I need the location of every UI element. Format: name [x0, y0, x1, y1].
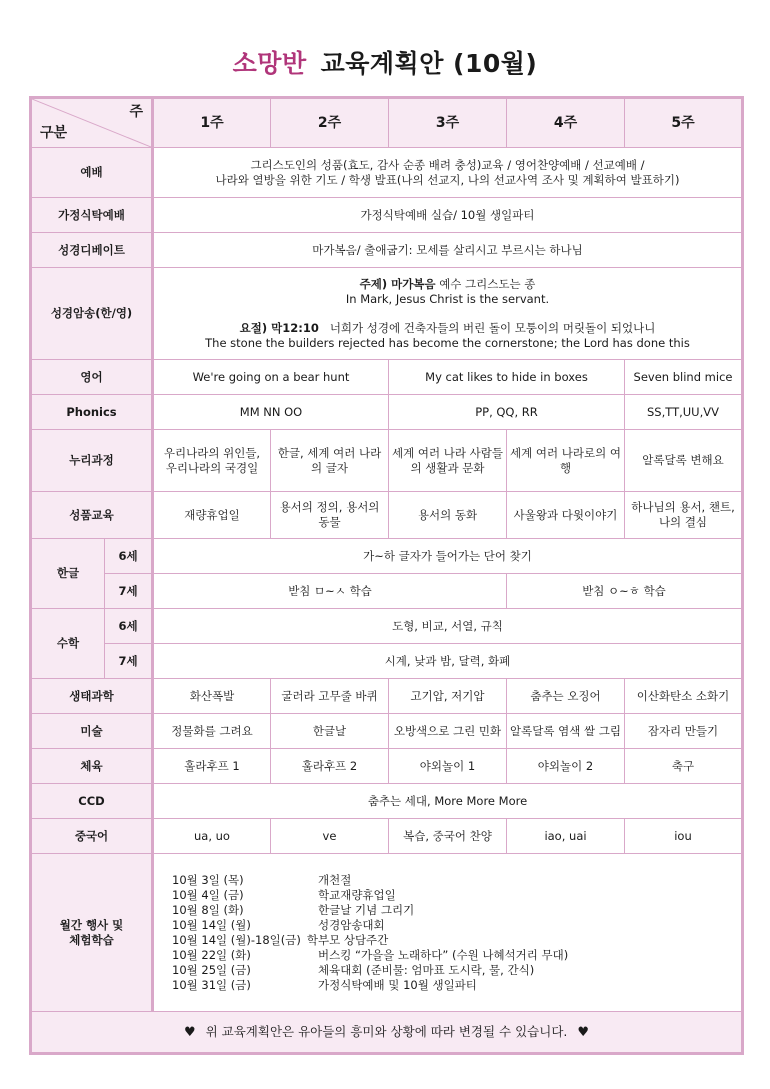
chinese-week-1: ua, uo: [153, 819, 271, 854]
lesson-plan-table: [29, 96, 744, 1055]
notice-text: 위 교육계획안은 유아들의 흥미와 상황에 따라 변경될 수 있습니다.: [205, 1024, 568, 1039]
art-week-5: 잠자리 만들기: [625, 714, 743, 749]
science-week-4: 춤추는 오징어: [507, 679, 625, 714]
event-date: 10월 31일 (금): [172, 977, 251, 992]
row-label-science: 생태과학: [31, 679, 153, 714]
heart-icon: ♥: [577, 1025, 590, 1040]
chinese-week-2: ve: [271, 819, 389, 854]
event-item: [172, 933, 738, 948]
class-name: 소망반: [232, 49, 307, 78]
pe-week-5: 축구: [625, 749, 743, 784]
worship-line-2: 나라와 열방을 위한 기도 / 학생 발표(나의 선교지, 나의 선교사역 조사 및 계획하여 발표하기): [215, 172, 680, 187]
event-name: 학부모 상담주간: [306, 932, 389, 947]
math-age-7: 7세: [105, 644, 153, 679]
row-label-character: 성품교육: [31, 492, 153, 539]
math-age-7-cell: 시계, 낮과 밤, 달력, 화폐: [153, 644, 743, 679]
science-week-1: 화산폭발: [153, 679, 271, 714]
page-title: [0, 44, 770, 80]
week-header-5: 5주: [625, 98, 743, 148]
character-week-5: 하나님의 용서, 챈트, 나의 결심: [625, 492, 743, 539]
header-week-label: 주: [129, 104, 143, 120]
event-item: [172, 978, 738, 993]
row-label-english: 영어: [31, 360, 153, 395]
event-date: 10월 8일 (화): [172, 902, 244, 917]
character-week-4: 사울왕과 다윗이야기: [507, 492, 625, 539]
ccd-cell: 춤추는 세대, More More More: [153, 784, 743, 819]
row-label-nuri: 누리과정: [31, 430, 153, 492]
memory-theme-text: 예수 그리스도는 종: [439, 276, 536, 291]
nuri-week-3: 세계 여러 나라 사람들의 생활과 문화: [389, 430, 507, 492]
week-header-3: 3주: [389, 98, 507, 148]
row-label-ccd: CCD: [31, 784, 153, 819]
english-weeks-3-4: My cat likes to hide in boxes: [389, 360, 625, 395]
event-name: 한글날 기념 그리기: [318, 902, 415, 917]
art-week-2: 한글날: [271, 714, 389, 749]
row-label-pe: 체육: [31, 749, 153, 784]
event-name: 성경암송대회: [318, 917, 385, 932]
math-age-6: 6세: [105, 609, 153, 644]
english-weeks-1-2: We're going on a bear hunt: [153, 360, 389, 395]
event-date: 10월 14일 (월)-18일(금): [172, 932, 301, 947]
event-name: 개천절: [318, 872, 352, 887]
memory-verse-text: 너희가 성경에 건축자들의 버린 돌이 모퉁이의 머릿돌이 되었나니: [329, 320, 656, 335]
header-corner: [31, 98, 153, 148]
event-item: [172, 963, 738, 978]
math-age-6-cell: 도형, 비교, 서열, 규칙: [153, 609, 743, 644]
character-week-2: 용서의 정의, 용서의 동물: [271, 492, 389, 539]
hangul-age-7-weeks-1-3: 받침 ㅁ~ㅅ 학습: [153, 574, 507, 609]
event-date: 10월 22일 (화): [172, 947, 251, 962]
event-item: [172, 903, 738, 918]
row-label-family-worship: 가정식탁예배: [31, 198, 153, 233]
event-name: 버스킹 “가을을 노래하다” (수원 나혜석거리 무대): [318, 947, 569, 962]
memory-cell: [153, 268, 743, 360]
event-item: [172, 888, 738, 903]
chinese-week-4: iao, uai: [507, 819, 625, 854]
memory-theme-en: In Mark, Jesus Christ is the servant.: [345, 291, 550, 306]
phonics-weeks-1-2: MM NN OO: [153, 395, 389, 430]
family-worship-cell: 가정식탁예배 실습/ 10월 생일파티: [153, 198, 743, 233]
events-cell: [153, 854, 743, 1012]
art-week-4: 알록달록 염색 쌀 그림: [507, 714, 625, 749]
row-label-phonics: Phonics: [31, 395, 153, 430]
art-week-3: 오방색으로 그린 민화: [389, 714, 507, 749]
heart-icon: ♥: [183, 1025, 196, 1040]
science-week-5: 이산화탄소 소화기: [625, 679, 743, 714]
bible-debate-cell: 마가복음/ 출애굽기: 모세를 살리시고 부르시는 하나님: [153, 233, 743, 268]
pe-week-2: 훌라후프 2: [271, 749, 389, 784]
science-week-2: 굴러라 고무줄 바퀴: [271, 679, 389, 714]
event-date: 10월 14일 (월): [172, 917, 251, 932]
row-label-art: 미술: [31, 714, 153, 749]
phonics-weeks-3-4: PP, QQ, RR: [389, 395, 625, 430]
notice-footer: [31, 1012, 743, 1054]
row-label-bible-debate: 성경디베이트: [31, 233, 153, 268]
worship-cell: [153, 148, 743, 198]
science-week-3: 고기압, 저기압: [389, 679, 507, 714]
memory-theme-label: 주제) 마가복음: [359, 276, 436, 291]
event-date: 10월 4일 (금): [172, 887, 244, 902]
event-item: [172, 873, 738, 888]
chinese-week-5: iou: [625, 819, 743, 854]
chinese-week-3: 복습, 중국어 찬양: [389, 819, 507, 854]
row-label-chinese: 중국어: [31, 819, 153, 854]
event-name: 가정식탁예배 및 10월 생일파티: [318, 977, 477, 992]
nuri-week-4: 세계 여러 나라로의 여행: [507, 430, 625, 492]
character-week-1: 재량휴업일: [153, 492, 271, 539]
event-item: [172, 918, 738, 933]
event-item: [172, 948, 738, 963]
events-label-line-2: 체험학습: [69, 932, 114, 947]
pe-week-4: 야외놀이 2: [507, 749, 625, 784]
week-header-2: 2주: [271, 98, 389, 148]
hangul-age-6: 6세: [105, 539, 153, 574]
worship-line-1: 그리스도인의 성품(효도, 감사 순종 배려 충성)교육 / 영어찬양예배 / 선교예배 /: [250, 157, 645, 172]
memory-verse-en: The stone the builders rejected has become the cornerstone; the Lord has done this: [205, 335, 690, 350]
title-main: 교육계획안 (10월): [320, 49, 538, 78]
hangul-age-7: 7세: [105, 574, 153, 609]
memory-verse-label: 요절) 막12:10: [239, 320, 319, 335]
row-label-memory: 성경암송(한/영): [31, 268, 153, 360]
row-label-worship: 예배: [31, 148, 153, 198]
row-label-hangul: 한글: [31, 539, 105, 609]
art-week-1: 정물화를 그려요: [153, 714, 271, 749]
row-label-events: [31, 854, 153, 1012]
pe-week-3: 야외놀이 1: [389, 749, 507, 784]
event-name: 학교재량휴업일: [318, 887, 396, 902]
pe-week-1: 훌라후프 1: [153, 749, 271, 784]
week-header-1: 1주: [153, 98, 271, 148]
row-label-math: 수학: [31, 609, 105, 679]
phonics-week-5: SS,TT,UU,VV: [625, 395, 743, 430]
event-date: 10월 25일 (금): [172, 962, 251, 977]
nuri-week-1: 우리나라의 위인들, 우리나라의 국경일: [153, 430, 271, 492]
events-label-line-1: 월간 행사 및: [59, 917, 124, 932]
hangul-age-6-cell: 가~하 글자가 들어가는 단어 찾기: [153, 539, 743, 574]
character-week-3: 용서의 동화: [389, 492, 507, 539]
english-week-5: Seven blind mice: [625, 360, 743, 395]
nuri-week-2: 한글, 세계 여러 나라의 글자: [271, 430, 389, 492]
hangul-age-7-weeks-4-5: 받침 ㅇ~ㅎ 학습: [507, 574, 743, 609]
event-date: 10월 3일 (목): [172, 872, 244, 887]
week-header-4: 4주: [507, 98, 625, 148]
event-name: 체육대회 (준비물: 엄마표 도시락, 물, 간식): [318, 962, 535, 977]
nuri-week-5: 알록달록 변해요: [625, 430, 743, 492]
header-category-label: 구분: [40, 125, 68, 141]
